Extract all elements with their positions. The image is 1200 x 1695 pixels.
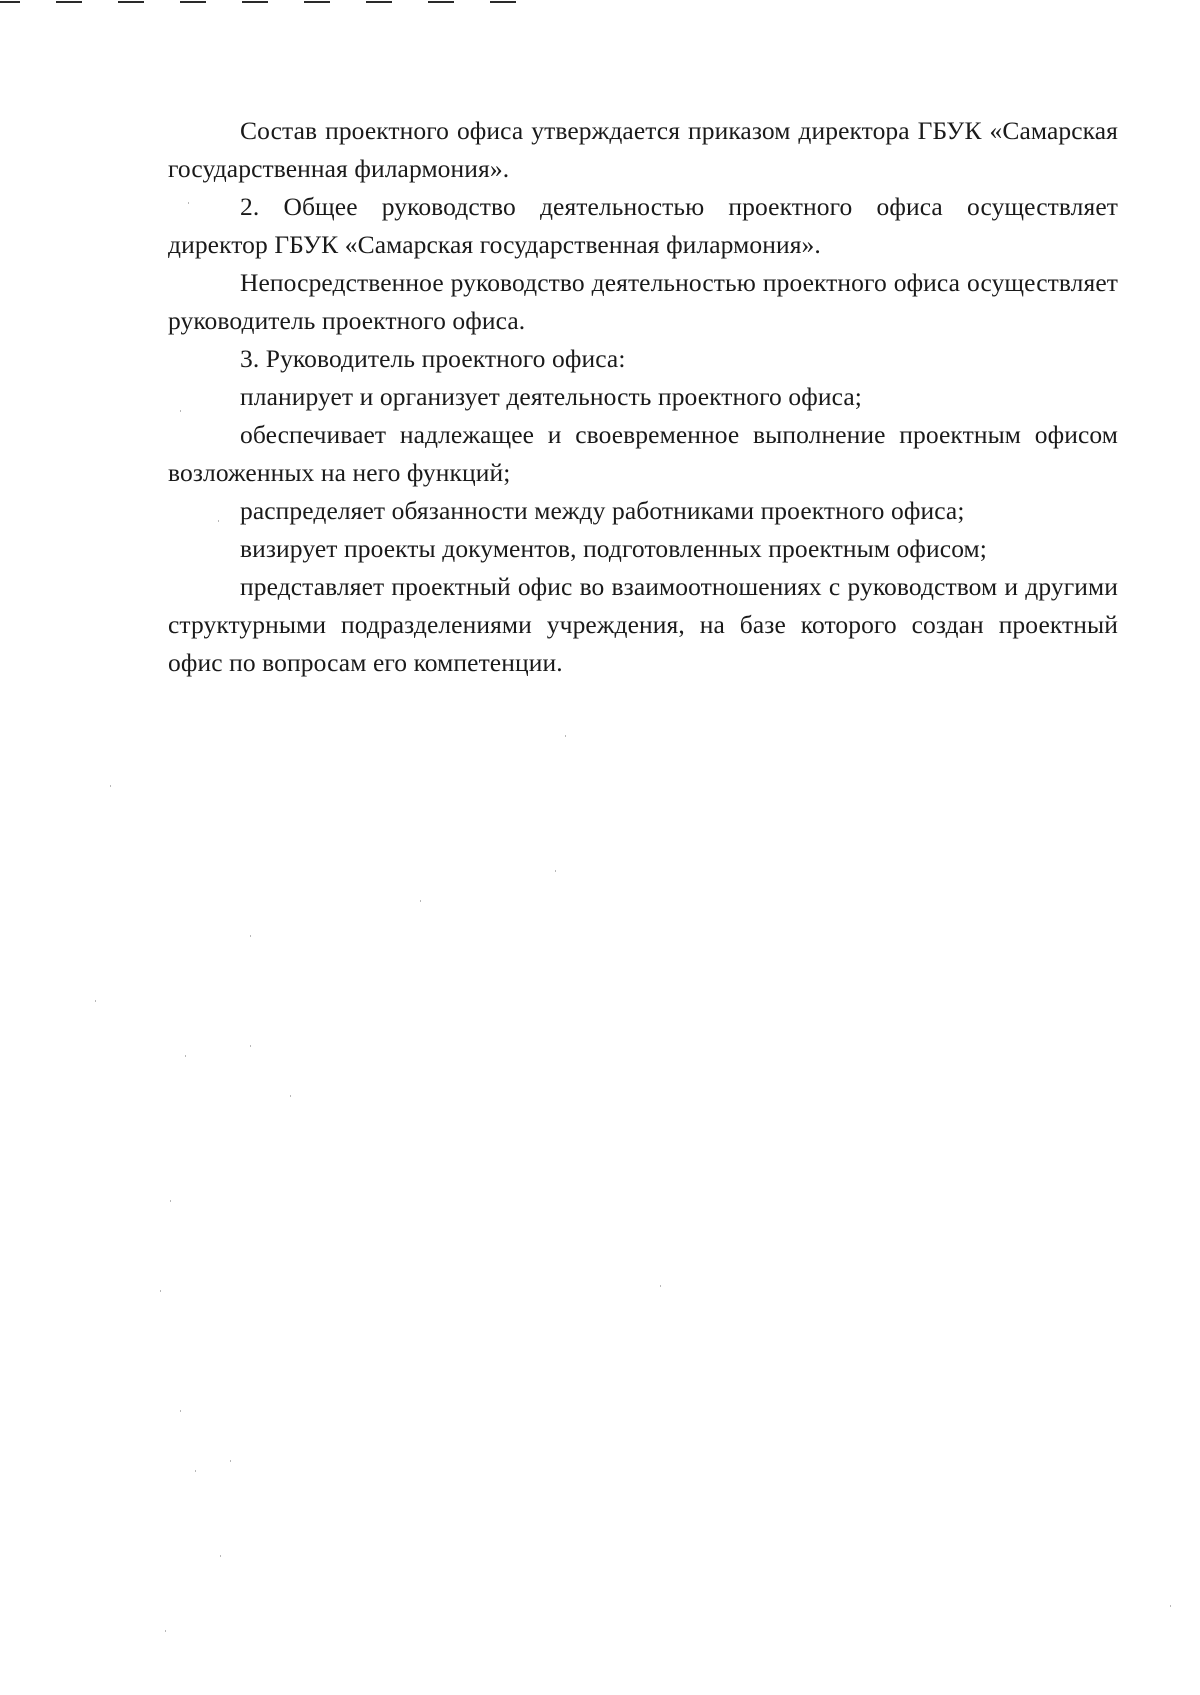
paragraph-duty-plans: планирует и организует деятельность проектного офиса; xyxy=(240,382,862,411)
dash xyxy=(180,1,206,3)
dash xyxy=(56,1,82,3)
paragraph-general-management: 2. Общее руководство деятельностью проектного офиса осуществляет директор ГБУК «Самарская государственная филармония». xyxy=(168,192,1118,259)
dash xyxy=(304,1,330,3)
paragraph-composition: Состав проектного офиса утверждается приказом директора ГБУК «Самарская государственная филармония». xyxy=(168,116,1118,183)
dash xyxy=(428,1,454,3)
paragraph-head-duties-heading: 3. Руководитель проектного офиса: xyxy=(240,344,626,373)
paragraph-direct-management: Непосредственное руководство деятельностью проектного офиса осуществляет руководитель проектного офиса. xyxy=(168,268,1118,335)
dash xyxy=(242,1,268,3)
dash xyxy=(0,1,20,3)
dash xyxy=(366,1,392,3)
top-edge-dashes xyxy=(0,0,540,6)
paragraph-duty-approves: визирует проекты документов, подготовленных проектным офисом; xyxy=(240,534,987,563)
document-body xyxy=(168,112,1118,682)
paragraph-duty-represents: представляет проектный офис во взаимоотношениях с руководством и другими структурными подразделениями учреждения, на базе которого создан проектный офис по вопросам его компетенции. xyxy=(168,572,1118,677)
dash xyxy=(118,1,144,3)
paragraph-duty-ensures: обеспечивает надлежащее и своевременное выполнение проектным офисом возложенных на него функций; xyxy=(168,420,1118,487)
paragraph-duty-distributes: распределяет обязанности между работниками проектного офиса; xyxy=(240,496,965,525)
dash xyxy=(490,1,516,3)
